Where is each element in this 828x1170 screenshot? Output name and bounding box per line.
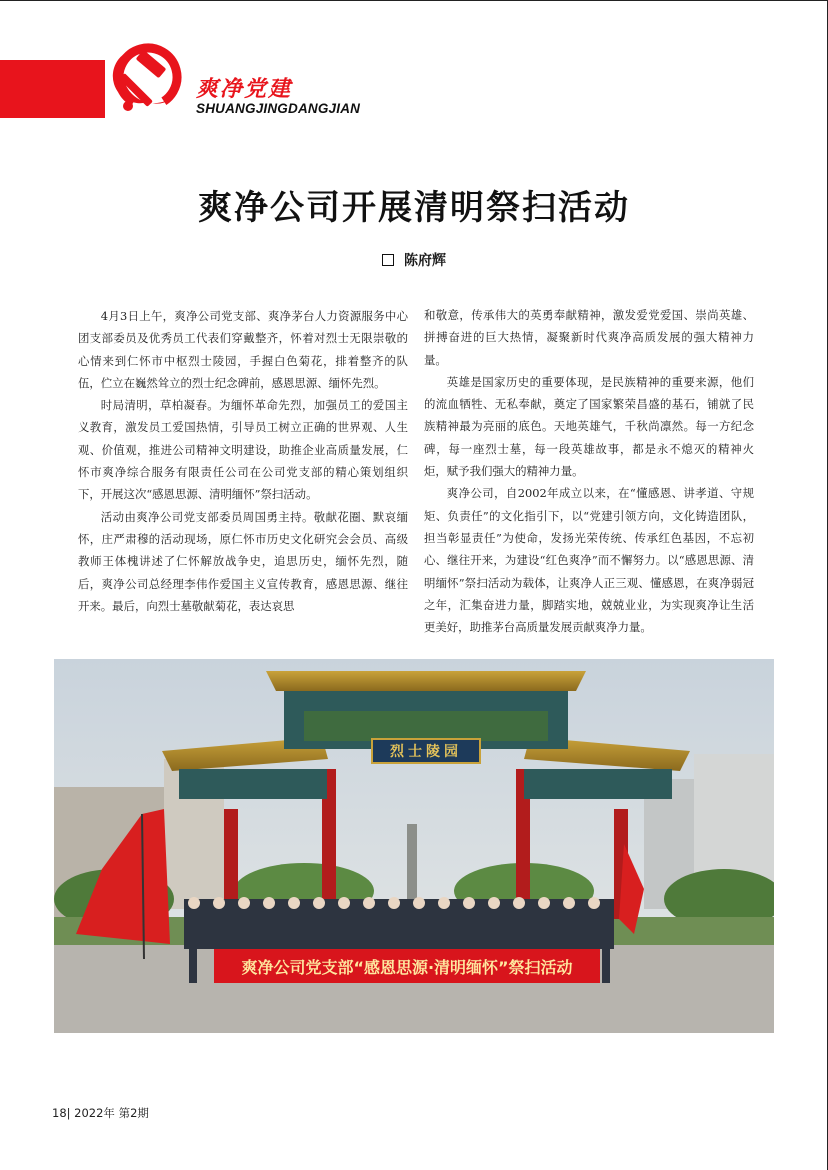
photo-banner: 爽净公司党支部“感恩思源·清明缅怀”祭扫活动 [241, 958, 573, 977]
paragraph-continuation: 和敬意，传承伟大的英勇奉献精神，激发爱党爱国、崇尚英雄、拼搏奋进的巨大热情，凝聚新时代爽净高质发展的强大精神力量。 [424, 308, 754, 367]
byline [0, 250, 828, 270]
paragraph: 爽净公司，自2002年成立以来，在“懂感恩、讲孝道、守规矩、负责任”的文化指引下，以“党建引领方向，文化铸造团队，担当彰显责任”为使命，发扬光荣传统、传承红色基因，不忘初心、继往开来，为建设“红色爽净”而不懈努力。以“感恩思源、清明缅怀”祭扫活动为载体，让爽净人正三观、懂感恩，在爽净弱冠之年，汇集奋进力量，脚踏实地，兢兢业业，为实现爽净让生活更美好，助推茅台高质量发展贡献爽净力量。 [424, 486, 754, 635]
page-footer: 18| 2022年 第2期 [52, 1106, 149, 1120]
section-title: 爽净党建 [196, 77, 293, 102]
article-title: 爽净公司开展清明祭扫活动 [198, 188, 630, 228]
hammer-sickle-icon [106, 36, 190, 120]
event-photo [54, 659, 774, 1033]
paragraph: 活动由爽净公司党支部委员周国勇主持。敬献花圈、默哀缅怀，庄严肃穆的活动现场，原仁怀市历史文化研究会会员、高级教师王体槐讲述了仁怀解放战争史，追思历史，缅怀先烈，随后，爽净公司总经理李伟作爱国主义宣传教育，感恩思源、继往开来。最后，向烈士墓敬献菊花，表达哀思 [78, 509, 408, 613]
header-red-bar [0, 60, 105, 118]
paragraph: 4月3日上午，爽净公司党支部、爽净茅台人力资源服务中心团支部委员及优秀员工代表们穿戴整齐，怀着对烈士无限崇敬的心情来到仁怀市中枢烈士陵园，手握白色菊花，排着整齐的队伍，伫立在巍然耸立的烈士纪念碑前，感恩思源、缅怀先烈。 [78, 309, 408, 390]
article-column-left [78, 305, 408, 617]
gate-plaque: 烈士陵园 [390, 744, 462, 760]
author-name: 陈府辉 [404, 253, 446, 269]
paragraph: 英雄是国家历史的重要体现，是民族精神的重要来源，他们的流血牺牲、无私奉献，奠定了国家繁荣昌盛的基石，铺就了民族精神最为亮丽的底色。天地英雄气，千秋尚凛然。每一方纪念碑，每一座烈士墓，每一段英雄故事，都是永不熄灭的精神火炬，赋予我们强大的精神力量。 [424, 374, 754, 479]
section-pinyin: SHUANGJINGDANGJIAN [196, 101, 361, 116]
square-icon [382, 254, 394, 266]
article-column-right [424, 304, 754, 638]
paragraph: 时局清明，草柏凝春。为缅怀革命先烈，加强员工的爱国主义教育，激发员工爱国热情，引导员工树立正确的世界观、人生观、价值观，推进公司精神文明建设，助推企业高质量发展，仁怀市爽净综合服务有限责任公司在公司党支部的精心策划组织下，开展这次“感恩思源、清明缅怀”祭扫活动。 [78, 398, 408, 502]
